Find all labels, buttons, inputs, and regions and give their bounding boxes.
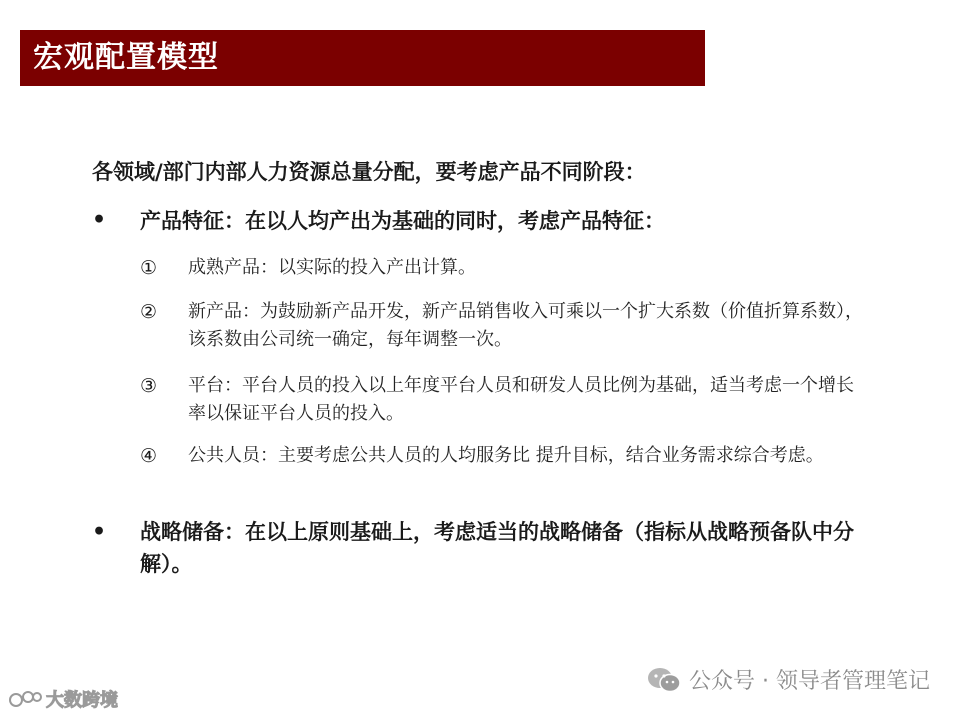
logo [8, 686, 118, 712]
item-new-product: 新产品：为鼓励新产品开发，新产品销售收入可乘以一个扩大系数（价值折算系数），该系数由公司统一确定，每年调整一次。 [188, 301, 863, 350]
item-mature-product: 成熟产品：以实际的投入产出计算。 [188, 257, 476, 278]
logo-mark-icon [8, 688, 42, 710]
bullet-product-features: 产品特征：在以人均产出为基础的同时，考虑产品特征： [140, 208, 665, 233]
item-number: ② [140, 301, 158, 323]
watermark-text: 公众号 · 领导者管理笔记 [689, 669, 930, 694]
logo-text: 大数跨境 [46, 690, 118, 711]
slide-title: 宏观配置模型 [33, 40, 219, 75]
bullet-marker: • [92, 207, 107, 233]
item-platform: 平台：平台人员的投入以上年度平台人员和研发人员比例为基础，适当考虑一个增长率以保证平台人员的投入。 [188, 375, 854, 424]
intro-text: 各领域/部门内部人力资源总量分配，要考虑产品不同阶段： [92, 159, 646, 184]
bullet-strategic-reserve: 战略储备：在以上原则基础上，考虑适当的战略储备（指标从战略预备队中分解）。 [140, 519, 854, 576]
item-number: ③ [140, 375, 158, 397]
bullet-marker: • [92, 519, 107, 545]
watermark [647, 664, 930, 695]
item-public-staff: 公共人员：主要考虑公共人员的人均服务比 提升目标，结合业务需求综合考虑。 [188, 445, 824, 466]
title-bar [20, 30, 705, 86]
item-number: ④ [140, 445, 158, 467]
item-number: ① [140, 257, 158, 279]
wechat-icon [647, 666, 681, 694]
